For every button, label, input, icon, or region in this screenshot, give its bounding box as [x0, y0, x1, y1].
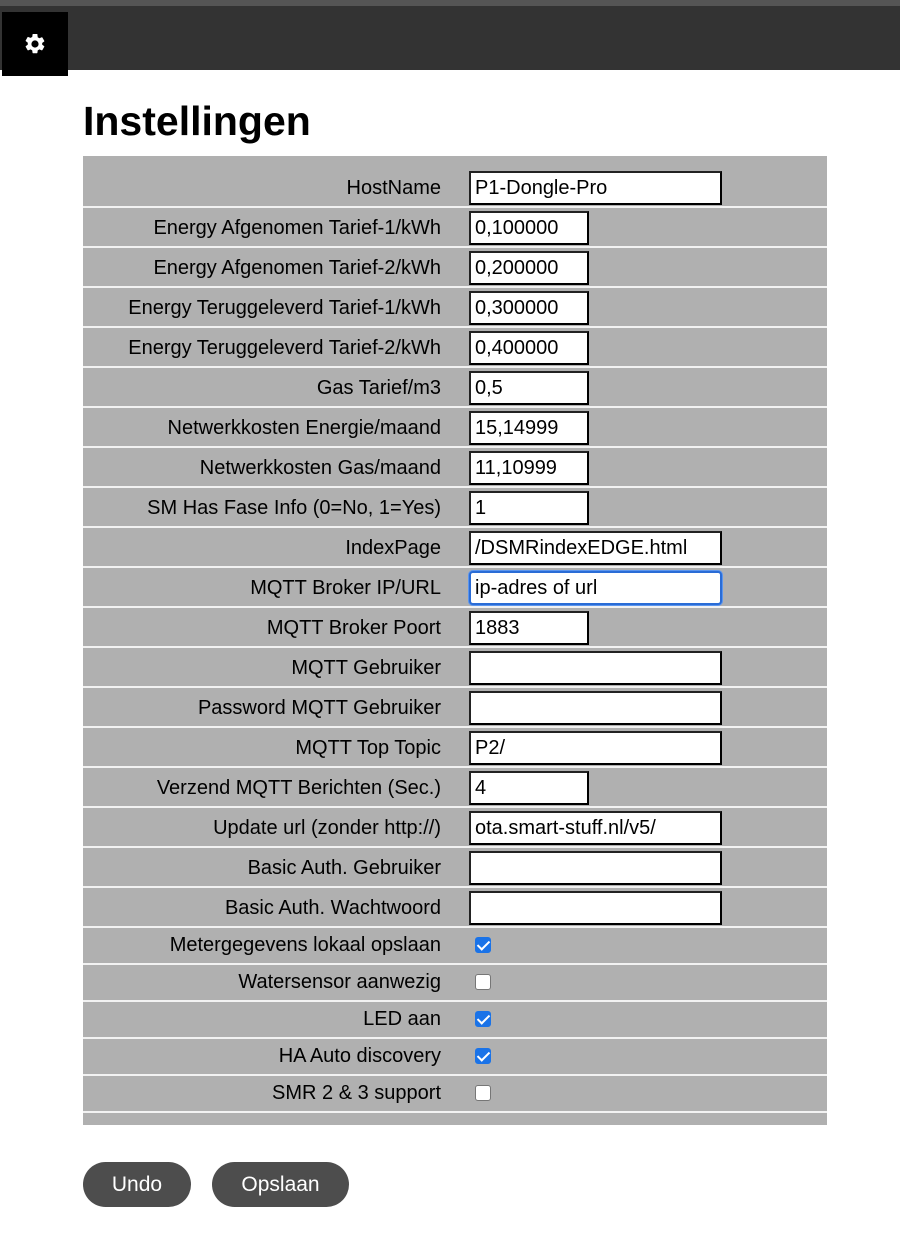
setting-label: LED aan	[363, 1008, 441, 1030]
setting-label: Netwerkkosten Gas/maand	[199, 456, 441, 479]
setting-input[interactable]	[469, 531, 722, 565]
settings-row	[83, 528, 827, 568]
settings-row	[83, 928, 827, 965]
settings-row	[83, 648, 827, 688]
setting-input[interactable]	[469, 571, 722, 605]
save-button[interactable]: Opslaan	[212, 1162, 349, 1207]
setting-input[interactable]	[469, 811, 722, 845]
page-title: Instellingen	[83, 98, 311, 144]
setting-label: Metergegevens lokaal opslaan	[169, 934, 441, 956]
settings-row	[83, 208, 827, 248]
setting-label: Gas Tarief/m3	[316, 376, 441, 399]
setting-input[interactable]	[469, 891, 722, 925]
setting-label: Energy Teruggeleverd Tarief-1/kWh	[128, 296, 441, 319]
settings-row	[83, 768, 827, 808]
settings-menu-button[interactable]	[2, 12, 68, 76]
setting-label: Energy Afgenomen Tarief-2/kWh	[153, 256, 441, 279]
setting-label: Netwerkkosten Energie/maand	[167, 416, 441, 439]
setting-input[interactable]	[469, 771, 589, 805]
setting-label: Basic Auth. Wachtwoord	[224, 896, 441, 919]
panel-footer	[83, 1113, 827, 1125]
setting-label: HostName	[346, 176, 441, 199]
settings-row	[83, 608, 827, 648]
setting-checkbox[interactable]	[475, 1011, 491, 1027]
settings-row	[83, 1039, 827, 1076]
setting-checkbox[interactable]	[475, 937, 491, 953]
settings-row	[83, 568, 827, 608]
setting-label: Energy Afgenomen Tarief-1/kWh	[153, 216, 441, 239]
settings-row	[83, 808, 827, 848]
settings-row	[83, 688, 827, 728]
setting-input[interactable]	[469, 691, 722, 725]
settings-row	[83, 728, 827, 768]
setting-input[interactable]	[469, 451, 589, 485]
setting-input[interactable]	[469, 651, 722, 685]
setting-input[interactable]	[469, 251, 589, 285]
setting-label: MQTT Broker Poort	[266, 616, 441, 639]
setting-checkbox[interactable]	[475, 1085, 491, 1101]
setting-input[interactable]	[469, 171, 722, 205]
settings-row	[83, 1076, 827, 1113]
settings-row	[83, 168, 827, 208]
settings-row	[83, 248, 827, 288]
setting-input[interactable]	[469, 371, 589, 405]
settings-row	[83, 888, 827, 928]
setting-label: HA Auto discovery	[278, 1045, 441, 1067]
setting-label: IndexPage	[345, 536, 441, 559]
setting-label: Verzend MQTT Berichten (Sec.)	[156, 776, 441, 799]
undo-button[interactable]: Undo	[83, 1162, 191, 1207]
settings-row	[83, 1002, 827, 1039]
setting-input[interactable]	[469, 731, 722, 765]
setting-label: SM Has Fase Info (0=No, 1=Yes)	[147, 496, 441, 519]
setting-label: MQTT Broker IP/URL	[250, 576, 441, 599]
settings-row	[83, 288, 827, 328]
setting-label: MQTT Top Topic	[295, 736, 441, 759]
gear-icon	[23, 32, 47, 56]
settings-row	[83, 488, 827, 528]
setting-input[interactable]	[469, 291, 589, 325]
top-bar	[0, 0, 900, 70]
setting-input[interactable]	[469, 851, 722, 885]
setting-input[interactable]	[469, 411, 589, 445]
settings-row	[83, 368, 827, 408]
setting-label: Basic Auth. Gebruiker	[247, 856, 441, 879]
setting-label: MQTT Gebruiker	[291, 656, 441, 679]
setting-label: SMR 2 & 3 support	[272, 1082, 441, 1104]
setting-input[interactable]	[469, 611, 589, 645]
setting-input[interactable]	[469, 211, 589, 245]
settings-row	[83, 328, 827, 368]
settings-row	[83, 965, 827, 1002]
setting-checkbox[interactable]	[475, 1048, 491, 1064]
setting-input[interactable]	[469, 491, 589, 525]
setting-label: Password MQTT Gebruiker	[197, 696, 441, 719]
setting-checkbox[interactable]	[475, 974, 491, 990]
setting-label: Watersensor aanwezig	[238, 971, 441, 993]
setting-input[interactable]	[469, 331, 589, 365]
settings-row	[83, 848, 827, 888]
settings-row	[83, 408, 827, 448]
setting-label: Energy Teruggeleverd Tarief-2/kWh	[128, 336, 441, 359]
settings-panel	[83, 156, 827, 1125]
setting-label: Update url (zonder http://)	[213, 816, 441, 839]
settings-row	[83, 448, 827, 488]
